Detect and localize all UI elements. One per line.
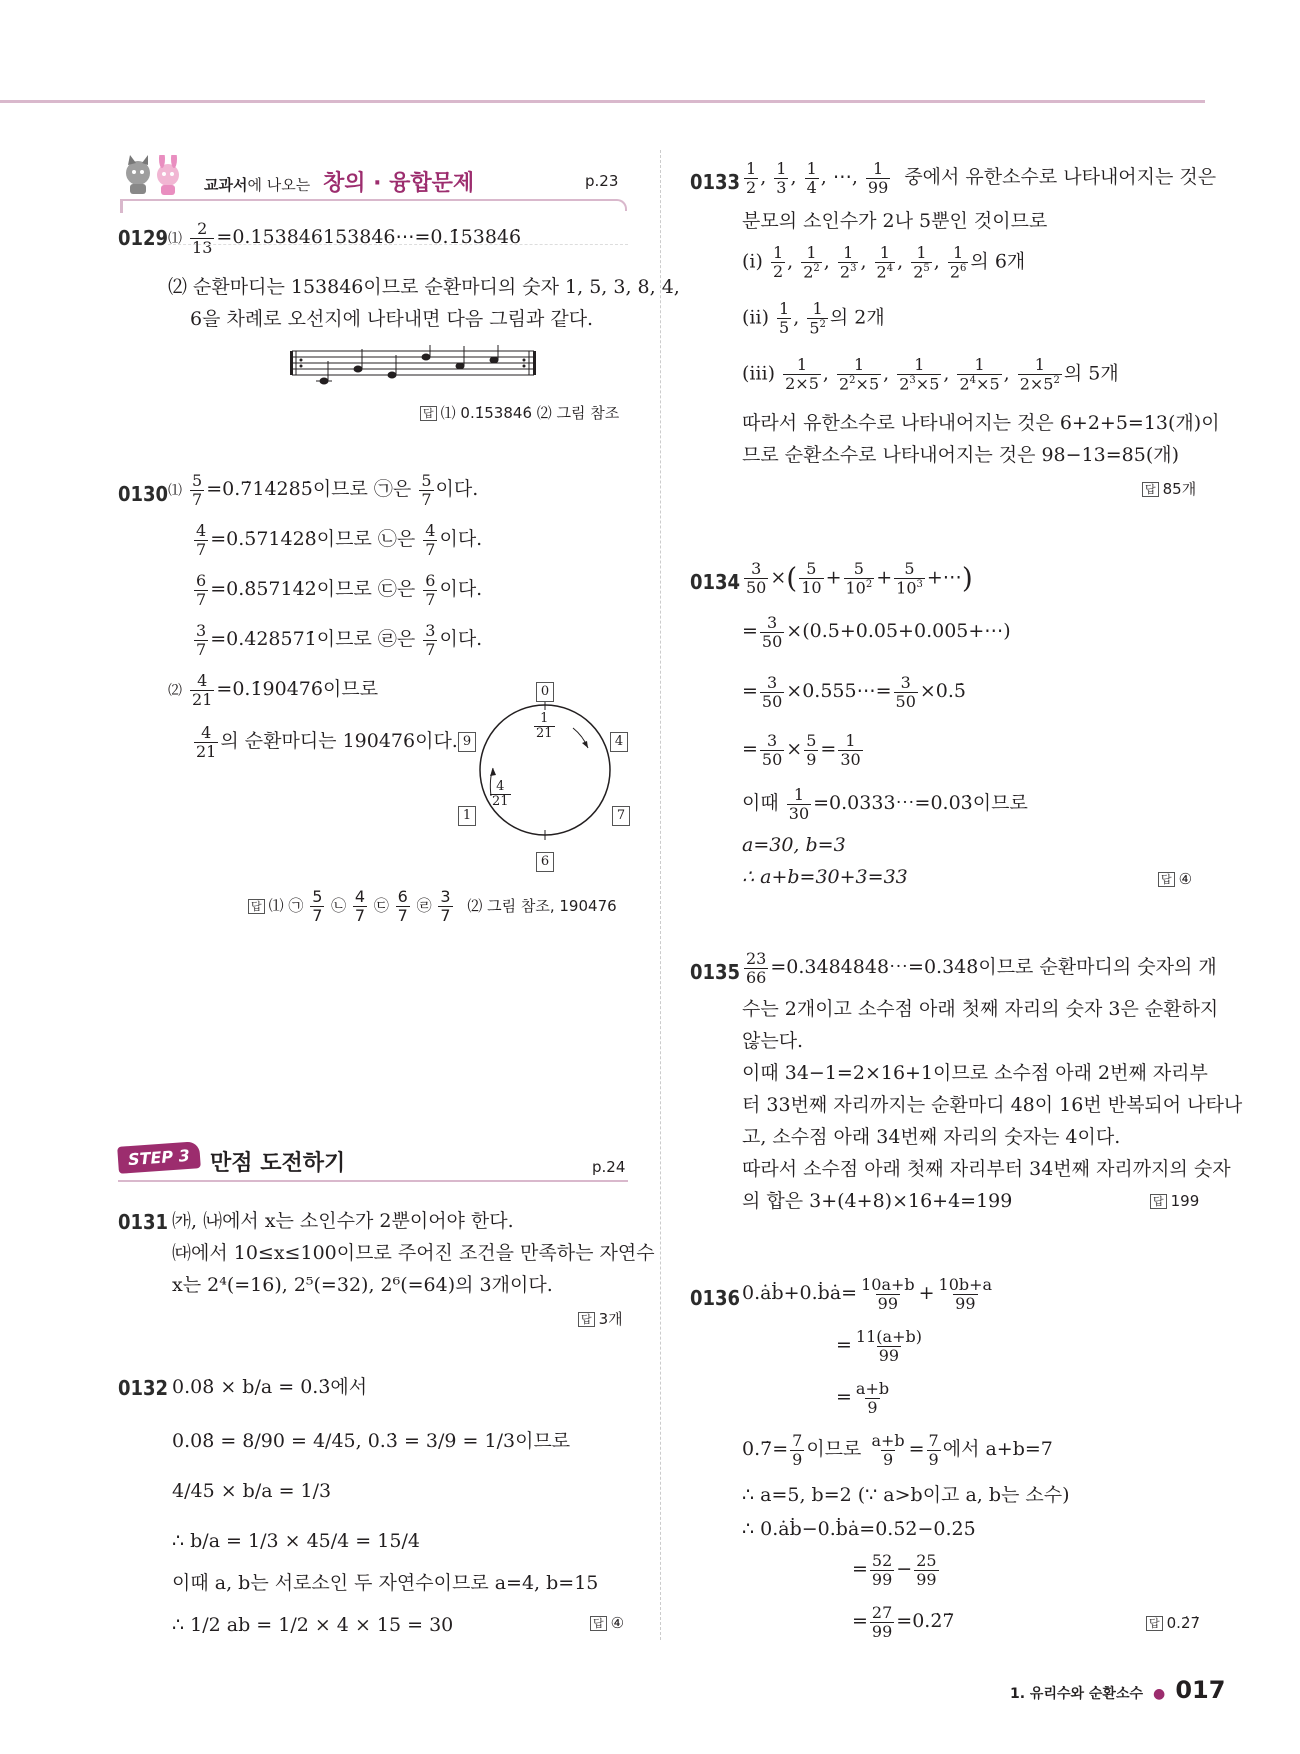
p0136-line8: = $\frac{27}{99}$ =0.2̇7̇ — [852, 1603, 955, 1641]
p0134-line5: 이때 $\frac{1}{30}$ =0.0333⋯=0.03̇이므로 — [742, 785, 1028, 823]
p0130-line3: $\frac{6}{7}$ =0.8̇57142̇이므로 ㉢은 $\frac{6}{7}$ 이다. — [196, 571, 483, 609]
p0136-answer — [1146, 1614, 1200, 1632]
p0133-line7: 므로 순환소수로 나타내어지는 것은 98−13=85(개) — [742, 444, 1180, 466]
step3-page-ref: p.24 — [592, 1158, 626, 1176]
header-underline — [120, 199, 627, 211]
p0130-line3-text: =0.8̇57142̇이므로 ㉢은 — [210, 578, 416, 601]
header-left-tick — [120, 199, 123, 213]
column-divider — [660, 150, 661, 1640]
header-prefix: 교과서 — [204, 176, 248, 194]
p0136-line3: = $\frac{a+b}{9}$ — [836, 1379, 890, 1417]
p0130-line6-text: 의 순환마디는 190476이다. — [220, 730, 458, 753]
answer-label-icon: 답 — [1146, 1616, 1163, 1631]
p0136-line4: 0.7̇= $\frac{7}{9}$ 이므로 $\frac{a+b}{9}$ = $\frac{7}{9}$ 에서 a+b=7 — [742, 1431, 1053, 1469]
answer-label-icon: 답 — [1142, 482, 1159, 497]
p0136-answer-text: 0.2̇7̇ — [1166, 1614, 1201, 1632]
music-staff — [288, 345, 538, 387]
p0129-line3: 6을 차례로 오선지에 나타내면 다음 그림과 같다. — [190, 308, 594, 330]
p0134-line5b-text: =0.0333⋯=0.03̇이므로 — [813, 792, 1028, 815]
circle-label: 0 — [536, 682, 554, 702]
p0129-rule — [168, 244, 628, 245]
p0136-line6: ∴ 0.ȧḃ−0.ḃȧ=0.5̇2̇−0.2̇5̇ — [742, 1518, 976, 1540]
header-title: 창의 · 융합문제 — [323, 171, 475, 196]
p0131-line1: ㈎, ㈏에서 x는 소인수가 2뿐이어야 한다. — [172, 1210, 514, 1232]
p0134-line2: = $\frac{3}{50}$ ×(0.5+0.05+0.005+⋯) — [742, 613, 1011, 651]
step3-title-b: 도전하기 — [260, 1151, 346, 1176]
p0130-line1-text: =0.7̇14285̇이므로 ㉠은 — [206, 478, 412, 501]
answer-label-icon: 답 — [420, 406, 437, 421]
p0134-line5-text: 이때 — [742, 792, 779, 815]
p0130-line2-text: =0.5̇71428̇이므로 ㉡은 — [210, 528, 416, 551]
p0135-line7: 따라서 소수점 아래 첫째 자리부터 34번째 자리까지의 숫자 — [742, 1158, 1231, 1180]
p0134-line3-text: ×0.555⋯= — [786, 680, 892, 703]
step3-title — [210, 1146, 345, 1177]
header-middle: 에 나오는 — [247, 176, 311, 194]
step3-title-a: 만점 — [210, 1151, 253, 1176]
p0136-line7: = $\frac{52}{99}$ − $\frac{25}{99}$ — [852, 1551, 937, 1589]
step3-underline — [118, 1180, 628, 1182]
p0131-answer — [578, 1310, 623, 1328]
problem-number: 0129 — [118, 226, 169, 250]
p0136-line8-text: =0.2̇7̇ — [896, 1610, 955, 1633]
answer-label-icon: 답 — [1150, 1194, 1167, 1209]
p0132-line3: 4/45 × b/a = 1/3 — [172, 1480, 332, 1502]
problem-number: 0132 — [118, 1376, 169, 1400]
p0130-line4-text: =0.4̇28571̇이므로 ㉣은 — [210, 628, 416, 651]
p0129-answer — [420, 404, 619, 422]
p0135-line1-text: =0.3484848⋯=0.34̇8̇이므로 순환마디의 숫자의 개 — [770, 956, 1217, 979]
p0136-line4a-text: 0.7̇= — [742, 1438, 789, 1461]
page-number: 017 — [1175, 1676, 1226, 1704]
p0133-line4-text: 의 2개 — [829, 306, 885, 329]
circle-label: 9 — [458, 732, 476, 752]
circle-frac-left: $\frac{4}{21}$ — [492, 779, 509, 810]
p0133-line2: 분모의 소인수가 2나 5뿐인 것이므로 — [742, 210, 1048, 232]
p0136-line1: 0.ȧḃ+0.ḃȧ= $\frac{10a+b}{99}$ + $\frac{10b+a}{99}$ — [742, 1275, 993, 1313]
p0136-line5: ∴ a=5, b=2 (∵ a>b이고 a, b는 소수) — [742, 1484, 1070, 1506]
answer-label-icon: 답 — [248, 899, 265, 914]
p0135-answer — [1150, 1192, 1199, 1210]
circle-label: 6 — [536, 852, 554, 872]
answer-label-icon: 답 — [590, 1616, 607, 1631]
mascot-icon — [120, 155, 188, 199]
p0130-line6: $\frac{4}{21}$ 의 순환마디는 190476이다. — [196, 723, 458, 761]
p0131-line3: x는 2⁴(=16), 2⁵(=32), 2⁶(=64)의 3개이다. — [172, 1274, 553, 1296]
problem-number: 0133 — [690, 170, 741, 194]
circle-label: 7 — [612, 806, 630, 826]
p0135-line5: 터 33번째 자리까지는 순환마디 48이 16번 반복되어 나타나 — [742, 1094, 1243, 1116]
p0134-line2-text: ×(0.5+0.05+0.005+⋯) — [786, 620, 1011, 643]
p0131-answer-text: 3개 — [598, 1310, 623, 1328]
p0133-line1: $\frac{1}{2}$ , $\frac{1}{3}$ , $\frac{1}{4}$ , ⋯, $\frac{1}{99}$ 중에서 유한소수로 나타내어지는 것은 — [746, 159, 1217, 197]
p0134-line3: = $\frac{3}{50}$ ×0.555⋯= $\frac{3}{50}$ ×0.5̇ — [742, 673, 967, 711]
p0134-line1: $\frac{3}{50}$ ×( $\frac{5}{10}$ + $\frac{5}{10^2}$ + $\frac{5}{10^3}$ +⋯) — [746, 559, 973, 597]
p0133-line4: (ⅱ) $\frac{1}{5}$ , $\frac{1}{5^2}$ 의 2개 — [742, 299, 885, 337]
p0135-line4: 이때 34−1=2×16+1이므로 소수점 아래 2번째 자리부 — [742, 1062, 1208, 1084]
p0135-answer-text: 199 — [1170, 1192, 1200, 1210]
problem-number: 0131 — [118, 1210, 169, 1234]
problem-number: 0136 — [690, 1286, 741, 1310]
top-rule — [0, 100, 1205, 103]
circle-label: 4 — [610, 732, 628, 752]
p0134-line7: ∴ a+b=30+3=33 — [742, 866, 908, 888]
p0130-line5-text: =0.1̇90476̇이므로 — [216, 678, 379, 701]
p0136-line1-text: 0.ȧḃ+0.ḃȧ= — [742, 1282, 858, 1305]
p0130-answer-text: ⑵ 그림 참조, 190476 — [467, 896, 617, 915]
problem-number: 0130 — [118, 482, 169, 506]
answer-label-icon: 답 — [1158, 872, 1175, 887]
circle-frac-top: $\frac{1}{21}$ — [536, 711, 553, 742]
p0132-line6: ∴ 1/2 ab = 1/2 × 4 × 15 = 30 — [172, 1614, 454, 1636]
problem-number: 0135 — [690, 960, 741, 984]
section-header — [204, 166, 474, 197]
p0135-line6: 고, 소수점 아래 34번째 자리의 숫자는 4이다. — [742, 1126, 1121, 1148]
circle-label: 1 — [458, 806, 476, 826]
p0133-line1-text: 중에서 유한소수로 나타내어지는 것은 — [904, 166, 1217, 189]
step3-badge: STEP 3 — [117, 1141, 200, 1174]
p0130-line4: $\frac{3}{7}$ =0.4̇28571̇이므로 ㉣은 $\frac{3}{7}$ 이다. — [196, 621, 483, 659]
footer — [1010, 1676, 1225, 1704]
p0136-line4b-text: 이므로 — [806, 1438, 862, 1461]
p0129-line1-text: =0.153846153846⋯=0.1̇53846̇ — [216, 226, 522, 249]
p0133-answer — [1142, 480, 1196, 498]
p0134-line6: a=30, b=3 — [742, 834, 846, 856]
p0132-answer-text: ④ — [610, 1614, 625, 1632]
p0135-line2: 수는 2개이고 소수점 아래 첫째 자리의 숫자 3은 순환하지 — [742, 998, 1219, 1020]
p0133-line3: (ⅰ) $\frac{1}{2}$ , $\frac{1}{2^2}$ , $\frac{1}{2^3}$ , $\frac{1}{2^4}$ , $\frac{1}{2^5}$ , $\frac{1}{2^6}$ 의 6개 — [742, 243, 1026, 281]
header-page-ref: p.23 — [585, 172, 619, 190]
p0130-line2: $\frac{4}{7}$ =0.5̇71428̇이므로 ㉡은 $\frac{4}{7}$ 이다. — [196, 521, 483, 559]
p0132-answer — [590, 1614, 624, 1632]
p0135-line1: $\frac{23}{66}$ =0.3484848⋯=0.34̇8̇이므로 순환마디의 숫자의 개 — [746, 949, 1217, 987]
p0133-line6: 따라서 유한소수로 나타내어지는 것은 6+2+5=13(개)이 — [742, 412, 1220, 434]
p0133-line3-text: 의 6개 — [970, 250, 1026, 273]
p0133-line5: (ⅲ) $\frac{1}{2\times 5}$ , $\frac{1}{2^2\times 5}$ , $\frac{1}{2^3\times 5}$ , $\frac{1}{2^4\times 5}$ , $\frac{1}{2\times 5^2}$ 의 5개 — [742, 355, 1119, 393]
p0134-answer-text: ④ — [1178, 870, 1193, 888]
p0132-line5: 이때 a, b는 서로소인 두 자연수이므로 a=4, b=15 — [172, 1572, 599, 1594]
p0136-line4c-text: 에서 a+b=7 — [942, 1438, 1053, 1461]
p0130-answer: 답 ⑴ ㉠ $\frac{5}{7}$ ㉡ $\frac{4}{7}$ ㉢ $\frac{6}{7}$ ㉣ $\frac{3}{7}$ ⑵ 그림 참조, 190476 — [248, 888, 617, 924]
answer-label-icon: 답 — [578, 1312, 595, 1327]
p0130-line5: ⑵ $\frac{4}{21}$ =0.1̇90476̇이므로 — [168, 671, 379, 709]
footer-chapter: 1. 유리수와 순환소수 — [1010, 1686, 1143, 1702]
p0130-line1: ⑴ $\frac{5}{7}$ =0.7̇14285̇이므로 ㉠은 $\frac{5}{7}$ 이다. — [168, 471, 479, 509]
footer-bullet-icon: ● — [1153, 1686, 1166, 1702]
p0133-line5-text: 의 5개 — [1063, 362, 1119, 385]
p0133-answer-text: 85개 — [1162, 480, 1197, 498]
p0135-line3: 않는다. — [742, 1030, 804, 1052]
cycle-diagram — [455, 680, 635, 860]
p0132-line1: 0.08̇ × b/a = 0.3̇에서 — [172, 1376, 368, 1398]
p0129-line2: ⑵ 순환마디는 153846이므로 순환마디의 숫자 1, 5, 3, 8, 4, — [168, 276, 680, 298]
problem-number: 0134 — [690, 570, 741, 594]
p0129-line1: ⑴ $\frac{2}{13}$ =0.153846153846⋯=0.1̇53846̇ — [168, 219, 522, 257]
p0136-line2: = $\frac{11(a+b)}{99}$ — [836, 1327, 922, 1365]
p0134-answer — [1158, 870, 1192, 888]
p0132-line4: ∴ b/a = 1/3 × 45/4 = 15/4 — [172, 1530, 420, 1552]
p0129-answer-text: ⑴ 0.1̇53846̇ ⑵ 그림 참조 — [440, 404, 620, 422]
p0135-line8: 의 합은 3+(4+8)×16+4=199 — [742, 1190, 1013, 1212]
p0131-line2: ㈐에서 10≤x≤100이므로 주어진 조건을 만족하는 자연수 — [172, 1242, 655, 1264]
p0132-line2: 0.08̇ = 8/90 = 4/45, 0.3̇ = 3/9 = 1/3이므로 — [172, 1430, 571, 1452]
p0134-line4: = $\frac{3}{50}$ × $\frac{5}{9}$ = $\frac{1}{30}$ — [742, 731, 861, 769]
